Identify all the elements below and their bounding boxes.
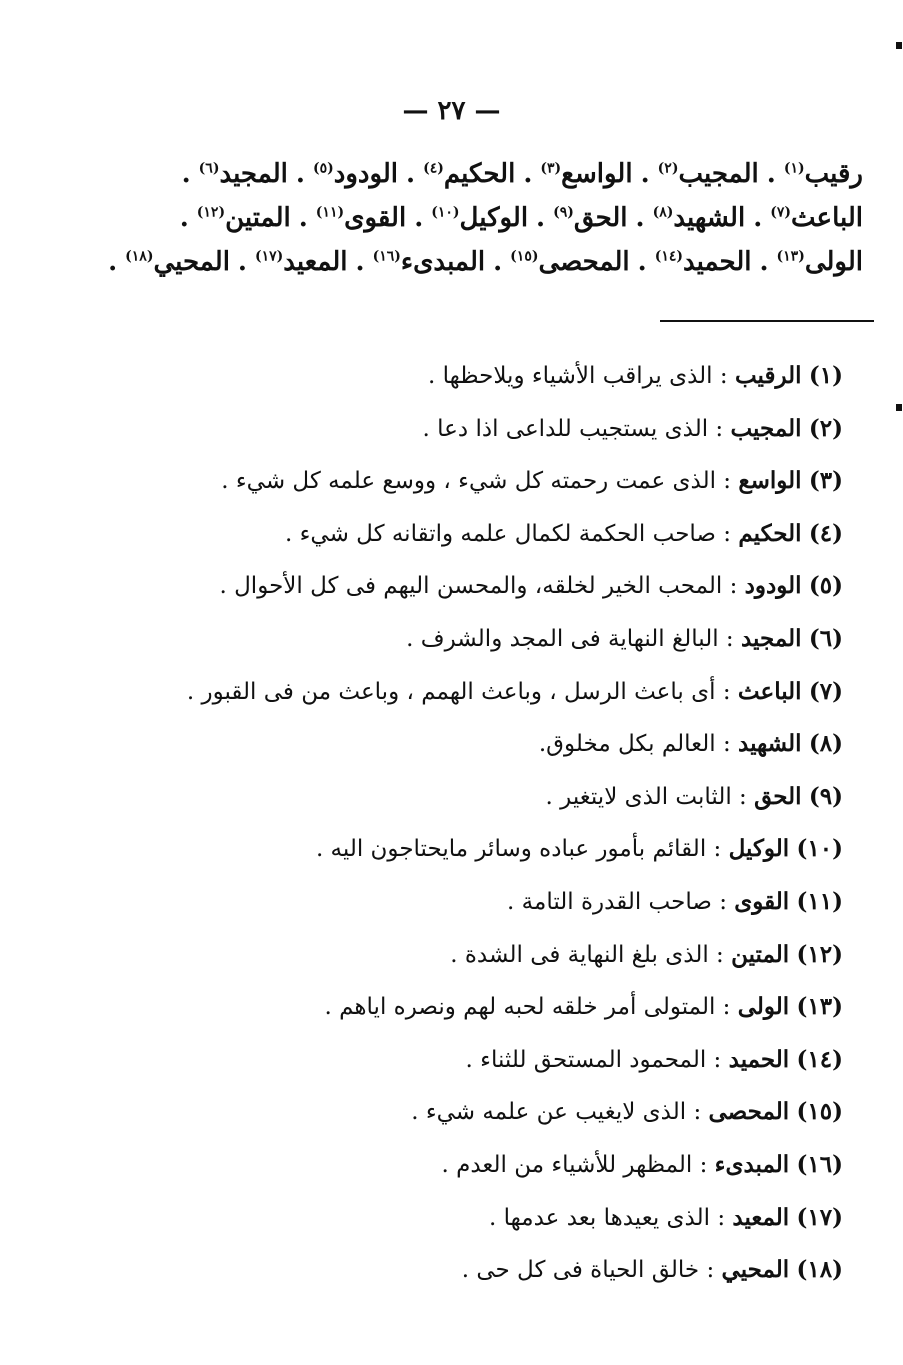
- footnote-definition: : المحمود المستحق للثناء .: [465, 1046, 722, 1073]
- footnote-definition: : المحب الخير لخلقه، والمحسن اليهم فى كل الأحوال .: [219, 573, 738, 600]
- names-line: [163, 196, 863, 240]
- footnote-definition: : خالق الحياة فى كل حى .: [461, 1257, 715, 1284]
- footnote-definition: : الذى يعيدها بعد عدمها .: [489, 1204, 726, 1231]
- footnote-ref: (٤): [423, 160, 444, 177]
- name-separator: .: [523, 159, 533, 189]
- footnote-item: [203, 409, 843, 462]
- name-separator: .: [298, 203, 308, 233]
- footnote-definition: : صاحب الحكمة لكمال علمه واتقانه كل شيء .: [284, 520, 732, 547]
- name-text: المجيب: [678, 159, 759, 189]
- footnote-definition: : الثابت الذى لايتغير .: [545, 783, 747, 810]
- footnote-definition: : البالغ النهاية فى المجد والشرف .: [406, 625, 734, 652]
- footnote-ref: (١٣): [776, 248, 805, 265]
- footnote-ref: (٢): [657, 160, 679, 177]
- name-item: [653, 203, 746, 233]
- footnote-item: [203, 1040, 843, 1093]
- name-text: الحكيم: [443, 159, 516, 189]
- name-text: الحميد: [683, 247, 752, 277]
- name-text: المحيي: [153, 247, 230, 277]
- footnote-ref: (٩): [553, 204, 574, 221]
- footnote-ref: (١٥): [510, 248, 539, 265]
- name-separator: .: [181, 159, 191, 189]
- footnote-number: (٤): [808, 519, 843, 547]
- name-text: المحصى: [538, 247, 630, 277]
- footnote-definition: : الذى يراقب الأشياء ويلاحظها .: [428, 363, 728, 389]
- name-separator: .: [753, 203, 763, 233]
- name-separator: .: [295, 159, 305, 189]
- footnote-item: [203, 724, 843, 777]
- name-separator: .: [406, 159, 416, 189]
- name-item: [199, 159, 288, 189]
- footnote-definition: : القائم بأمور عباده وسائر مايحتاجون اليه .: [315, 836, 722, 863]
- name-separator: .: [108, 247, 118, 277]
- name-text: المبدىء: [400, 247, 486, 277]
- names-line: [108, 240, 863, 284]
- footnote-number: (١١): [796, 887, 843, 915]
- footnote-item: [203, 1092, 843, 1145]
- footnote-item: [203, 461, 843, 514]
- footnote-item: [203, 356, 843, 409]
- footnote-ref: (١١): [315, 204, 345, 221]
- footnote-number: (١٨): [796, 1256, 843, 1284]
- footnote-number: (٨): [808, 730, 843, 758]
- footnote-term: الحق: [754, 782, 802, 810]
- name-separator: .: [640, 159, 650, 189]
- page-number: — ٢٧ —: [402, 96, 501, 126]
- footnote-number: (١٣): [796, 993, 843, 1021]
- footnote-term: الرقيب: [734, 362, 802, 389]
- name-item: [777, 247, 863, 277]
- footnote-ref: (١٤): [654, 248, 684, 265]
- footnote-definition: : صاحب القدرة التامة .: [507, 888, 727, 915]
- footnotes-list: [186, 356, 843, 1303]
- name-separator: .: [635, 203, 645, 233]
- scan-mark-middle: [896, 404, 902, 411]
- name-item: [316, 203, 406, 233]
- footnote-term: المجيد: [740, 624, 802, 652]
- footnote-term: الولى: [737, 993, 790, 1021]
- name-item: [125, 247, 230, 277]
- footnote-term: الشهيد: [738, 730, 802, 758]
- names-of-god-list: [108, 152, 863, 284]
- name-text: المتين: [225, 203, 291, 233]
- footnote-item: [203, 566, 843, 619]
- footnote-definition: : الذى يستجيب للداعى اذا دعا .: [422, 415, 724, 442]
- name-item: [658, 159, 759, 189]
- footnote-item: [203, 514, 843, 567]
- footnote-item: [203, 1250, 843, 1303]
- name-text: القوى: [344, 203, 407, 233]
- footnote-definition: : الذى لايغيب عن علمه شيء .: [411, 1099, 702, 1126]
- footnote-ref: (٥): [312, 160, 334, 177]
- footnote-number: (١٥): [796, 1098, 843, 1126]
- footnote-number: (٥): [808, 572, 843, 600]
- name-text: الولى: [804, 247, 863, 277]
- footnote-definition: : الذى بلغ النهاية فى الشدة .: [450, 941, 724, 968]
- name-text: المعيد: [283, 247, 348, 277]
- footnote-ref: (١٨): [125, 248, 154, 265]
- footnote-number: (١): [808, 362, 843, 389]
- name-item: [431, 203, 528, 233]
- name-item: [313, 159, 398, 189]
- footnote-item: [203, 1145, 843, 1198]
- footnote-item: [203, 829, 843, 882]
- name-separator: .: [237, 247, 247, 277]
- footnote-definition: : العالم بكل مخلوق.: [538, 731, 731, 758]
- footnote-item: [203, 987, 843, 1040]
- name-text: الواسع: [561, 159, 633, 189]
- name-item: [373, 247, 486, 277]
- name-item: [784, 159, 863, 189]
- name-separator: .: [355, 247, 365, 277]
- name-separator: .: [759, 247, 769, 277]
- name-item: [553, 203, 627, 233]
- footnote-number: (٩): [808, 782, 843, 810]
- name-item: [197, 203, 291, 233]
- footnote-ref: (٧): [770, 204, 792, 221]
- name-item: [423, 159, 515, 189]
- name-text: الباعث: [791, 203, 863, 233]
- footnote-ref: (١٠): [431, 204, 460, 221]
- footnote-ref: (٨): [652, 204, 674, 221]
- footnote-number: (١٢): [796, 940, 843, 968]
- footnote-term: القوى: [734, 887, 790, 915]
- footnote-ref: (٦): [198, 160, 220, 177]
- footnote-number: (١٧): [796, 1203, 843, 1231]
- footnote-item: [203, 1198, 843, 1251]
- footnote-number: (١٤): [796, 1045, 843, 1073]
- footnote-term: الحكيم: [738, 519, 802, 547]
- footnote-number: (٣): [808, 467, 843, 495]
- footnote-definition: : الذى عمت رحمته كل شيء ، ووسع علمه كل شيء .: [221, 468, 732, 495]
- name-separator: .: [179, 203, 189, 233]
- footnote-item: [203, 777, 843, 830]
- name-separator: .: [414, 203, 424, 233]
- footnote-ref: (١): [783, 160, 805, 177]
- footnote-term: المعيد: [732, 1203, 790, 1231]
- footnote-term: الباعث: [737, 677, 802, 705]
- name-text: رقيب: [804, 159, 863, 189]
- name-text: الحق: [573, 203, 628, 233]
- footnote-ref: (١٦): [372, 248, 401, 265]
- footnote-ref: (١٧): [254, 248, 284, 265]
- name-text: الودود: [333, 159, 399, 189]
- footnote-item: [203, 619, 843, 672]
- scan-mark-top: [896, 42, 902, 49]
- footnote-number: (١٦): [796, 1150, 843, 1178]
- name-separator: .: [536, 203, 546, 233]
- name-separator: .: [637, 247, 647, 277]
- footnote-term: المتين: [731, 940, 790, 968]
- footnote-ref: (١٢): [196, 204, 226, 221]
- footnote-term: الودود: [744, 572, 802, 600]
- name-text: الشهيد: [673, 203, 746, 233]
- footnote-number: (٦): [808, 624, 843, 652]
- name-item: [655, 247, 752, 277]
- names-line: [163, 152, 863, 196]
- footnote-ref: (٣): [540, 160, 562, 177]
- footnote-divider: [660, 320, 874, 322]
- footnote-term: الوكيل: [728, 835, 790, 863]
- name-item: [510, 247, 629, 277]
- name-text: المجيد: [219, 159, 288, 189]
- footnote-number: (١٠): [796, 835, 843, 863]
- footnote-number: (٧): [808, 677, 843, 705]
- footnote-term: المحصى: [708, 1098, 790, 1126]
- name-item: [770, 203, 863, 233]
- name-item: [255, 247, 348, 277]
- footnote-term: الواسع: [738, 467, 802, 495]
- footnote-term: الحميد: [728, 1045, 790, 1073]
- footnote-definition: : المتولى أمر خلقه لحبه لهم ونصره اياهم .: [324, 994, 731, 1021]
- footnote-number: (٢): [808, 414, 843, 442]
- footnote-item: [186, 672, 843, 725]
- footnote-item: [203, 882, 843, 935]
- footnote-definition: : المظهر للأشياء من العدم .: [441, 1151, 708, 1178]
- footnote-term: المبدىء: [714, 1150, 790, 1178]
- name-text: الوكيل: [459, 203, 529, 233]
- name-separator: .: [766, 159, 776, 189]
- name-separator: .: [493, 247, 503, 277]
- footnote-term: المحيي: [721, 1256, 790, 1284]
- footnote-item: [203, 935, 843, 988]
- name-item: [540, 159, 632, 189]
- footnote-term: المجيب: [730, 414, 802, 442]
- footnote-definition: : أى باعث الرسل ، وباعث الهمم ، وباعث من فى القبور .: [186, 678, 731, 705]
